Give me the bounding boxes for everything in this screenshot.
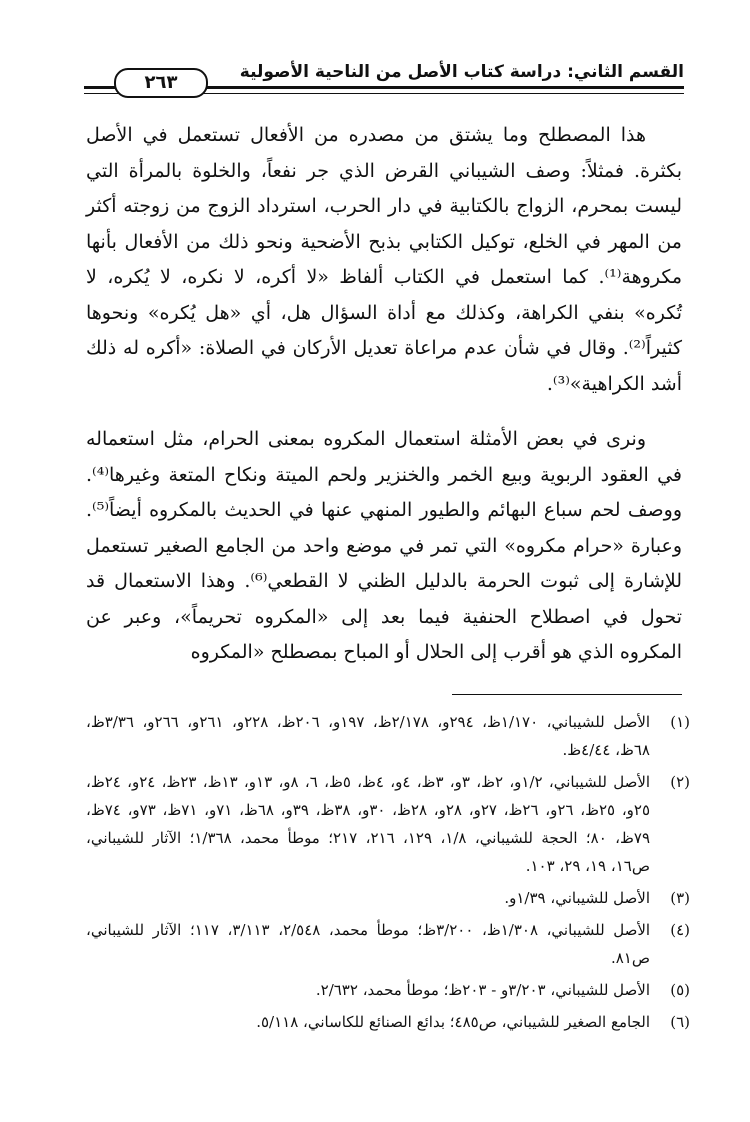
footnote-number: (٥) — [670, 981, 690, 999]
footnote-item — [86, 884, 690, 912]
footnote-item — [86, 708, 690, 764]
footnote-number: (٤) — [670, 921, 690, 939]
footnote-text: الأصل للشيباني، ٣/٢٠٣و - ٢٠٣ظ؛ موطأ محمد، ٢/٦٣٢. — [315, 981, 650, 999]
footnote-text: الأصل للشيباني، ١/٣٠٨ظ، ٣/٢٠٠ظ؛ موطأ محمد، ٢/٥٤٨، ٣/١١٣، ١١٧؛ الآثار للشيباني، ص٨١. — [86, 921, 651, 967]
footnote-text: الجامع الصغير للشيباني، ص٤٨٥؛ بدائع الصنائع للكاساني، ٥/١١٨. — [256, 1013, 650, 1031]
footnote-text: الأصل للشيباني، ١/١٧٠ظ، ٢٩٤و، ٢/١٧٨ظ، ١٩٧و، ٢٠٦ظ، ٢٢٨و، ٢٦١و، ٢٦٦و، ٣/٣٦ظ، ٦٨ظ، ٤/٤٤ظ. — [86, 713, 651, 759]
footnote-item — [86, 916, 690, 972]
page-number-badge: ٢٦٣ — [114, 68, 208, 98]
footnote-item — [86, 976, 690, 1004]
footnote-separator — [452, 694, 682, 695]
footnote-item — [86, 768, 690, 880]
footnote-text: الأصل للشيباني، ١/٣٩و. — [504, 889, 650, 907]
paragraph: ونرى في بعض الأمثلة استعمال المكروه بمعنى الحرام، مثل استعماله في العقود الربوية وبيع الخمر والخنزير ولحم الميتة ونكاح المتعة وغيرها⁽⁴⁾. ووصف لحم سباع البهائم والطيور المنهي عنها في الحديث بالمكروه أيضاً⁽⁵⁾. وعبارة «حرام مكروه» التي تمر في موضع واحد من الجامع الصغير تستعمل للإشارة إلى ثبوت الحرمة بالدليل الظني لا القطعي⁽⁶⁾. وهذا الاستعمال قد تحول في اصطلاح الحنفية فيما بعد إلى «المكروه تحريماً»، وعبر عن المكروه الذي هو أقرب إلى الحلال أو المباح بمصطلح «المكروه — [86, 428, 682, 663]
main-text — [86, 118, 682, 671]
running-header — [84, 56, 684, 104]
footnote-number: (٢) — [670, 773, 690, 791]
footnote-item — [86, 1008, 690, 1036]
footnotes — [86, 708, 690, 1040]
footnote-number: (٦) — [670, 1013, 690, 1031]
footnote-text: الأصل للشيباني، ١/٢و، ٢ظ، ٣و، ٣ظ، ٤و، ٤ظ، ٥ظ، ٦، ٨و، ١٣و، ١٣ظ، ٢٣ظ، ٢٤و، ٢٤ظ، ٢٥و، ٢٥ظ، ٢٦و، ٢٦ظ، ٢٧و، ٢٨و، ٢٨ظ، ٣٠و، ٣٨ظ، ٣٩و، ٦٨ظ، ٧١و، ٧١ظ، ٧٣و، ٧٤ظ، ٧٩ظ، ٨٠؛ الحجة للشيباني، ١/٨، ١٢٩، ٢١٦، ٢١٧؛ موطأ محمد، ١/٣٦٨؛ الآثار للشيباني، ص١٦، ١٩، ٢٩، ١٠٣. — [86, 773, 651, 875]
footnote-number: (٣) — [670, 889, 690, 907]
paragraph: هذا المصطلح وما يشتق من مصدره من الأفعال تستعمل في الأصل بكثرة. فمثلاً: وصف الشيباني القرض الذي جر نفعاً، والخلوة بالمرأة التي ليست بمحرم، الزواج بالكتابية في دار الحرب، استرداد الزوج من زوجته أكثر من المهر في الخلع، توكيل الكتابي بذبح الأضحية ونحو ذلك من الأفعال بأنها مكروهة⁽¹⁾. كما استعمل في الكتاب ألفاظ «لا أكره، لا نكره، لا يُكره، لا تُكره» بنفي الكراهة، وكذلك مع أداة السؤال هل، أي «هل يُكره» ونحوها كثيراً⁽²⁾. وقال في شأن عدم مراعاة تعديل الأركان في الصلاة: «أكره له ذلك أشد الكراهية»⁽³⁾. — [86, 124, 682, 395]
footnote-number: (١) — [670, 713, 690, 731]
header-title: القسم الثاني: دراسة كتاب الأصل من الناحية الأصولية — [239, 62, 684, 82]
